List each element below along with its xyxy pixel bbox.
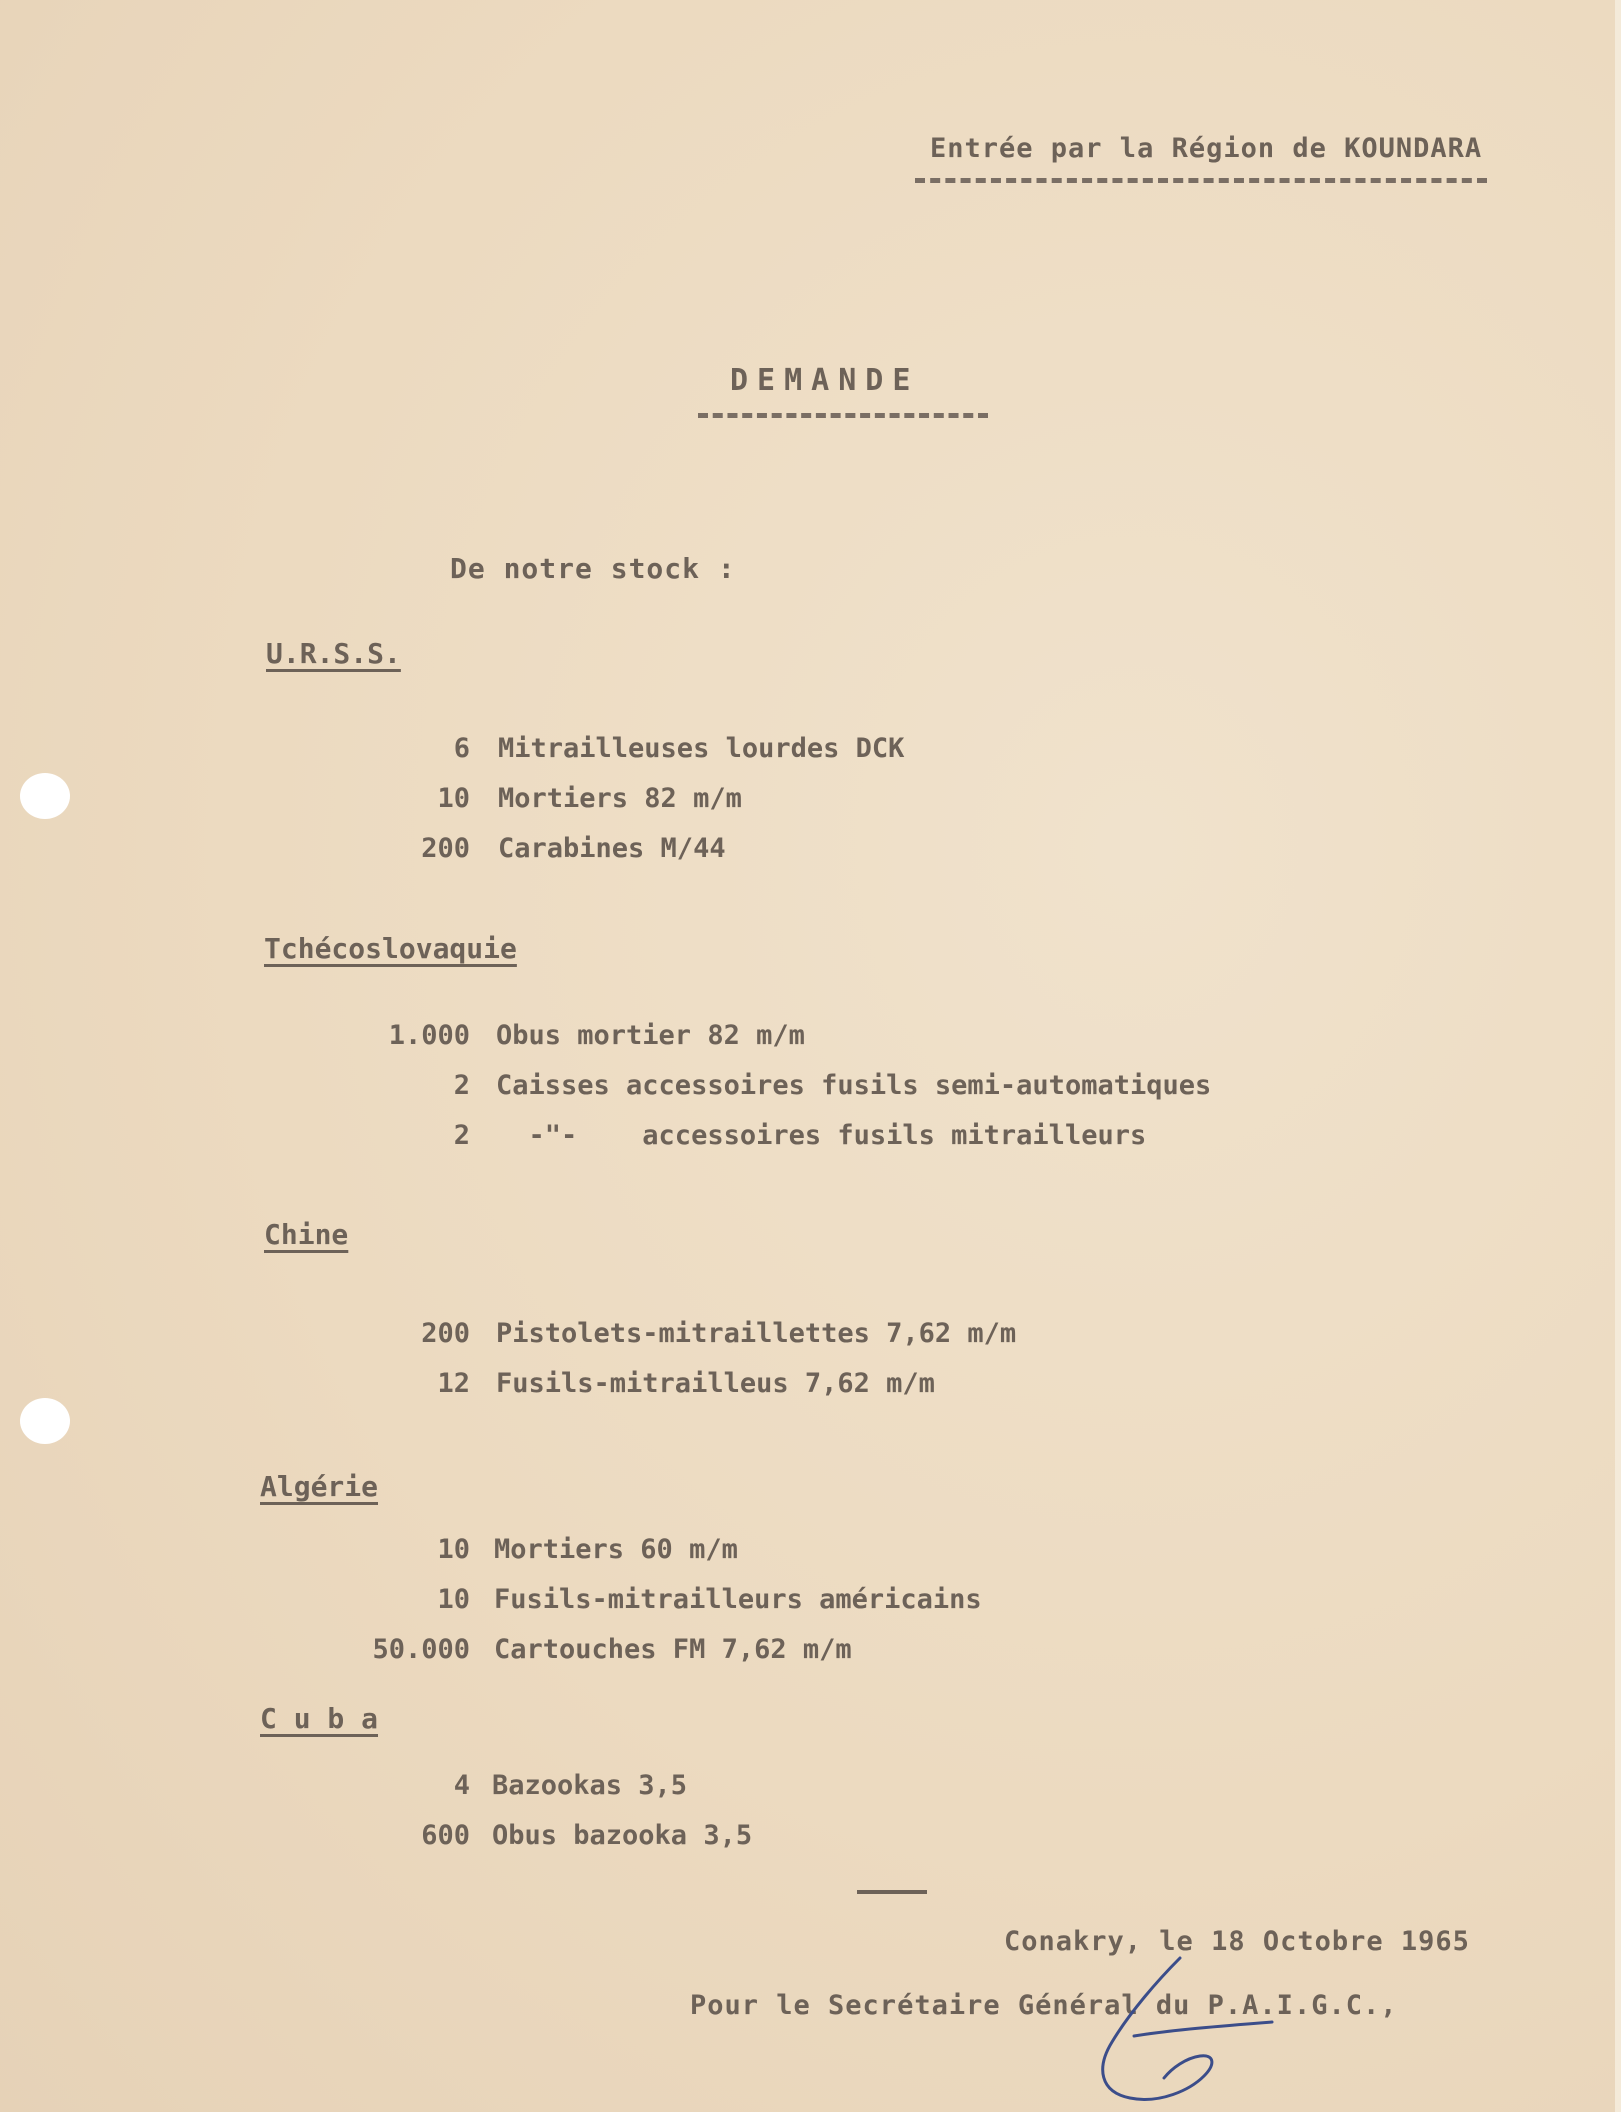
- scan-border: [0, 2112, 1621, 2120]
- signature-line: Pour le Secrétaire Général du P.A.I.G.C.,: [690, 1990, 1398, 2021]
- section-heading-tchecoslovaquie: Tchécoslovaquie: [264, 932, 517, 965]
- item-qty: 200: [421, 1318, 470, 1349]
- item-qty: 10: [437, 1534, 470, 1565]
- item-desc: Fusils-mitrailleus 7,62 m/m: [496, 1368, 935, 1399]
- item-desc: Pistolets-mitraillettes 7,62 m/m: [496, 1318, 1017, 1349]
- item-qty: 2: [453, 1070, 470, 1101]
- punch-hole-top: [20, 773, 70, 819]
- title-underline: [698, 413, 988, 418]
- section-heading-chine: Chine: [264, 1218, 349, 1251]
- item-qty: 1.000: [388, 1020, 470, 1051]
- item-desc: Obus mortier 82 m/m: [496, 1020, 805, 1051]
- document-title: DEMANDE: [730, 363, 920, 398]
- item-desc: Mitrailleuses lourdes DCK: [498, 733, 905, 764]
- item-qty: 200: [421, 833, 470, 864]
- entry-region-header: Entrée par la Région de KOUNDARA: [930, 133, 1483, 164]
- item-qty: 2: [453, 1120, 470, 1151]
- closing-dash: [857, 1890, 927, 1894]
- item-qty: 50.000: [372, 1634, 470, 1665]
- section-heading-algerie: Algérie: [260, 1470, 379, 1503]
- item-qty: 4: [453, 1770, 470, 1801]
- stock-intro: De notre stock :: [450, 552, 736, 585]
- item-desc: Caisses accessoires fusils semi-automatiques: [496, 1070, 1212, 1101]
- handwritten-signature: [1072, 1950, 1292, 2110]
- item-qty: 10: [437, 783, 470, 814]
- item-qty: 6: [453, 733, 470, 764]
- item-desc: Cartouches FM 7,62 m/m: [494, 1634, 852, 1665]
- section-heading-cuba: C u b a: [260, 1702, 379, 1735]
- section-heading-urss: U.R.S.S.: [266, 637, 401, 670]
- header-underline: [915, 178, 1487, 183]
- item-desc: Carabines M/44: [498, 833, 726, 864]
- item-desc: Fusils-mitrailleurs américains: [494, 1584, 982, 1615]
- item-qty: 600: [421, 1820, 470, 1851]
- item-desc: Obus bazooka 3,5: [492, 1820, 753, 1851]
- item-desc: -"- accessoires fusils mitrailleurs: [496, 1120, 1147, 1151]
- paper-edge: [1615, 0, 1621, 2120]
- item-desc: Mortiers 82 m/m: [498, 783, 742, 814]
- item-desc: Bazookas 3,5: [492, 1770, 688, 1801]
- item-qty: 10: [437, 1584, 470, 1615]
- place-date: Conakry, le 18 Octobre 1965: [1004, 1926, 1470, 1957]
- item-desc: Mortiers 60 m/m: [494, 1534, 738, 1565]
- item-qty: 12: [437, 1368, 470, 1399]
- punch-hole-bottom: [20, 1398, 70, 1444]
